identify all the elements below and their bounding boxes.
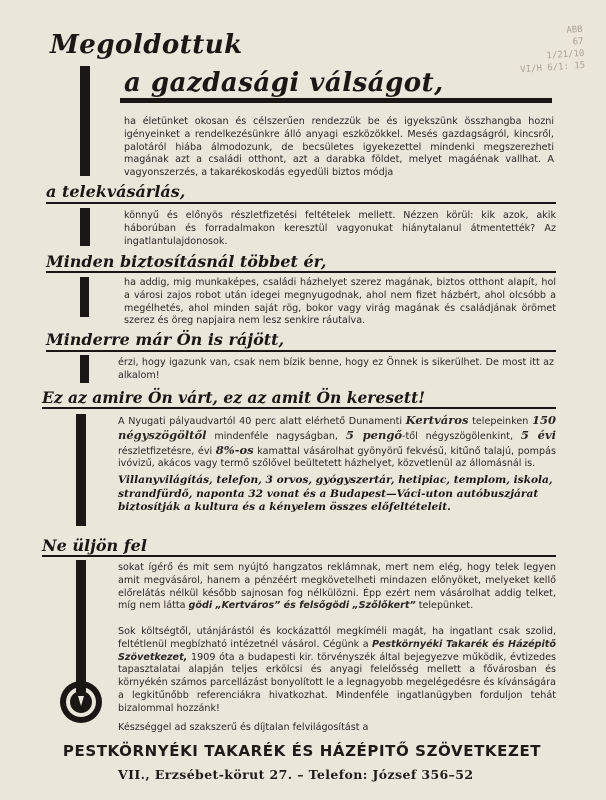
company-name: PESTKÖRNYÉKI TAKARÉK ÉS HÁZÉPITŐ SZÖVETKEZET (62, 742, 542, 760)
heading-ez-az-amire: Ez az amire Ön várt, ez az amit Ön keresett! (42, 388, 426, 407)
vertical-bar (80, 355, 89, 383)
vertical-bar (76, 560, 86, 678)
title-underline (120, 98, 552, 103)
pencil-note: 67 (572, 36, 584, 48)
heading-telekvasarlas: a telekvásárlás, (46, 182, 186, 201)
title-line-1: Megoldottuk (50, 30, 243, 60)
pencil-note: VI/H 6/1: 15 (519, 60, 586, 76)
vertical-bar (80, 66, 90, 176)
section3-text: érzi, hogy igazunk van, csak nem bízik benne, hogy ez Önnek is sikerülhet. De most itt az alkalom! (118, 357, 554, 381)
pencil-annotations (517, 24, 585, 76)
section5-paragraph-1: sokat ígérő és mit sem nyújtó hangzatos reklámnak, mert nem elég, hogy telek legyen amit megvásárol, hanem a pénzéért megkövetelheti mindazen előnyöket, melyeket kellő előrelátás nélkül később sajnosan fog nélkülözni. Épp ezért nem vásárolhat addig telket, míg nem látta gödi „Kertváros” és felsőgödi „Szőlőkert” telepünket. (118, 562, 556, 612)
vertical-bar (76, 414, 86, 526)
section1-text: könnyű és előnyös részletfizetési feltételek mellett. Nézzen körül: kik azok, akik háborúban és forradalmakon keresztül vagyonukat hiánytalanul átmentették? Az ingatlantulajdonosok. (124, 210, 556, 247)
heading-rajott: Minderre már Ön is rájött, (46, 330, 285, 349)
pencil-note: ABB (566, 24, 584, 36)
heading-ne-uljon-fel: Ne üljön fel (42, 536, 147, 555)
vertical-bar (80, 277, 89, 317)
heading-rule (46, 271, 556, 273)
heading-rule (42, 407, 556, 409)
pencil-note: 1/21/10 (546, 48, 585, 62)
closing-line: Készséggel ad szakszerű és díjtalan felvilágosítást a (118, 722, 369, 733)
heading-biztositas: Minden biztosításnál többet ér, (46, 252, 327, 271)
section2-text: ha addig, mig munkaképes, családi házhelyet szerez magának, biztos otthont alapít, hol a városi zajos robot után idegei megnyugodnak, ahol nem fizet házbért, ahol olcsóbb a megélhetés, ahol minden saját rög, bokor vagy virág magának és családjának örömet szerez és öreg napjaira nem lesz senkire ráutalva. (124, 277, 556, 327)
key-ring-icon (56, 672, 106, 730)
intro-paragraph: ha életünket okosan és célszerűen rendezzük be és igyekszünk összhangba hozni igényeinket a rendelkezésünkre álló anyagi eszközökkel. Mesés gazdagságról, kincsről, palotáról hiába álmodozunk, de becsületes igyekezettel mindenki megszerezheti magának azt a családi otthont, azt a darabka földet, melyet magáénak vallhat. A vagyonszerzés, a takarékoskodás egyedüli biztos módja (124, 116, 554, 179)
heading-rule (46, 350, 556, 352)
vertical-bar (80, 208, 90, 246)
company-address: VII., Erzsébet-körut 27. – Telefon: József 356–52 (118, 767, 474, 782)
heading-rule (42, 555, 556, 557)
title-line-2: a gazdasági válságot, (124, 68, 444, 98)
amenities-block: Villanyvilágítás, telefon, 3 orvos, gyógyszertár, hetipiac, templom, iskola, strandfürdő, naponta 32 vonat és a Budapest—Váci-uton autóbuszjárat biztosítják a kultura és a kényelem összes előfeltételeit. (118, 474, 553, 513)
section5-paragraph-2: Sok költségtől, utánjárástól és kockázattól megkíméli magát, ha ingatlant csak szolid, feltétlenül megbízható intézetnél vásárol. Cégünk a Pestkörnyéki Takarék és Házépitő Szövetkezet, 1909 óta a budapesti kir. törvényszék által bejegyezve működik, évtizedes tapasztalatai alapján teljes erkölcsi és anyagi felelősség mellett a fővárosban és környékén számos parcellázást bonyolított le a legnagyobb megelégedésre és kívánságára a legkitűnőbb referenciákra hivatkozhat. Mindenféle ingatlanügyben forduljon tehát bizalommal hozzánk! (118, 626, 556, 714)
section4-text: A Nyugati pályaudvartól 40 perc alatt elérhető Dunamenti Kertváros telepeinken 150 négyszögöltől mindenféle nagyságban, 5 pengő-től négyszögölenkint, 5 évi részletfizetésre, évi 8%-os kamattal vásárolhat gyönyörű fekvésű, kitűnő talajú, pompás ivóvizű, akácos vagy termő szőlővel beültetett házhelyet, közvetlenül az állomásnál is. (118, 413, 557, 470)
heading-rule (46, 202, 556, 204)
